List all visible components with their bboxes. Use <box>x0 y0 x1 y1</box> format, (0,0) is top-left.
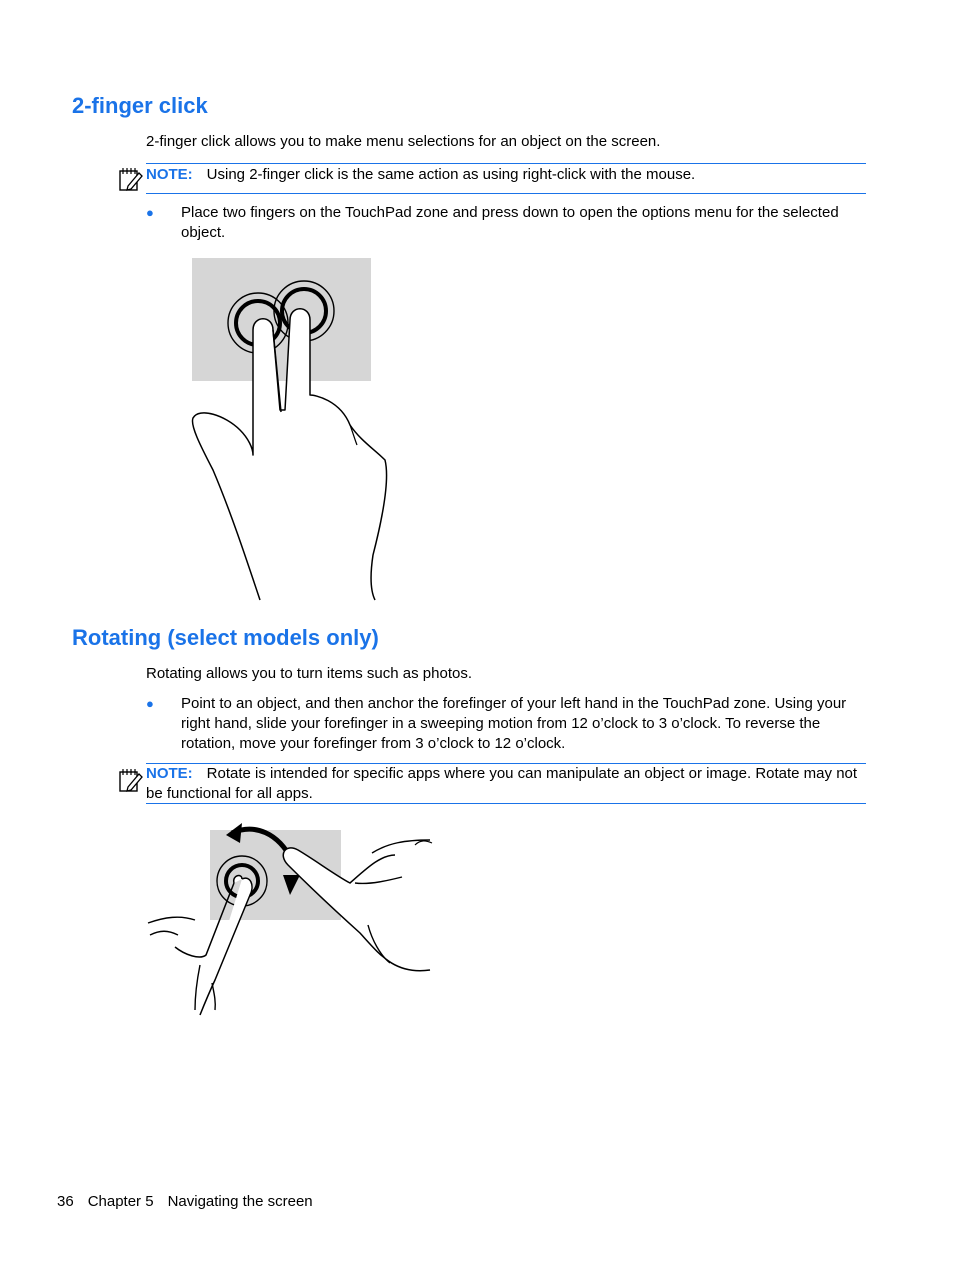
note-label: NOTE: <box>146 765 193 782</box>
note-icon <box>118 166 144 192</box>
note-box-2 <box>146 763 866 804</box>
note-box-1 <box>146 163 866 194</box>
bullet-item-1 <box>146 203 866 243</box>
note-text: Rotate is intended for specific apps where you can manipulate an object or image. Rotate may not be functional for all apps. <box>146 765 858 802</box>
bullet-dot-icon: ● <box>146 696 154 711</box>
bullet-text: Point to an object, and then anchor the forefinger of your left hand in the TouchPad zone. Using your right hand, slide your forefinger in a sweeping motion from 12 o’clock to 3 o’clock. To reverse the rotation, move your forefinger from 3 o’clock to 12 o’clock. <box>181 695 847 752</box>
note-label: NOTE: <box>146 166 193 183</box>
bullet-item-2 <box>146 694 866 754</box>
note-icon <box>118 767 144 793</box>
page-footer <box>57 1193 327 1211</box>
section-heading-rotating: Rotating (select models only) <box>72 625 379 650</box>
section-heading-2-finger-click: 2-finger click <box>72 93 208 118</box>
bullet-dot-icon: ● <box>146 205 154 220</box>
note-text: Using 2-finger click is the same action as using right-click with the mouse. <box>206 166 696 183</box>
bullet-text: Place two fingers on the TouchPad zone and press down to open the options menu for the selected object. <box>181 204 839 241</box>
footer-chapter: Chapter 5 <box>87 1193 154 1210</box>
two-finger-click-illustration <box>185 255 395 605</box>
footer-chapter-title: Navigating the screen <box>167 1193 313 1210</box>
section2-intro: Rotating allows you to turn items such as photos. <box>146 665 473 682</box>
page-number: 36 <box>57 1193 74 1210</box>
rotate-gesture-illustration <box>140 815 440 1020</box>
section1-intro: 2-finger click allows you to make menu selections for an object on the screen. <box>146 133 661 150</box>
